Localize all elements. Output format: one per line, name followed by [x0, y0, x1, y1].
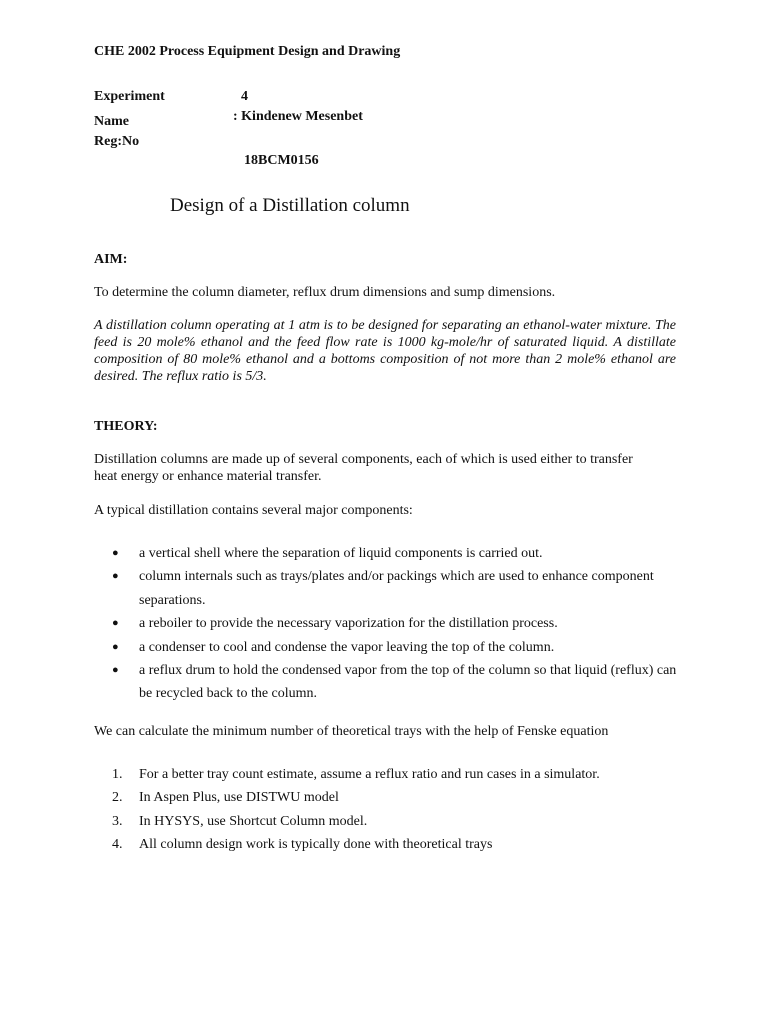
list-item [112, 659, 682, 706]
name-label: Name [94, 114, 129, 129]
list-item-text: In HYSYS, use Shortcut Column model. [139, 813, 368, 829]
list-item-text: For a better tray count estimate, assume a reflux ratio and run cases in a simulator. [139, 767, 600, 782]
list-item-text: a reflux drum to hold the condensed vapor from the top of the column so that liquid (reflux) can be recycled back to the column. [139, 663, 677, 702]
list-number: 2. [112, 790, 123, 806]
list-item [112, 810, 600, 833]
bullet-icon: ● [112, 640, 119, 653]
aim-heading: AIM: [94, 252, 128, 267]
experiment-label: Experiment [94, 89, 165, 104]
list-item-text: a reboiler to provide the necessary vaporization for the distillation process. [139, 616, 558, 632]
theory-paragraph: Distillation columns are made up of several components, each of which is used either to transfer heat energy or enhance material transfer. [94, 452, 633, 484]
regno-label: Reg:No [94, 134, 140, 149]
list-item [112, 542, 682, 565]
list-item [112, 786, 600, 809]
fenske-text: We can calculate the minimum number of theoretical trays with the help of Fenske equation [94, 724, 609, 739]
bullet-icon: ● [112, 617, 119, 630]
bullet-icon: ● [112, 570, 119, 583]
list-item-text: a condenser to cool and condense the vapor leaving the top of the column. [139, 639, 555, 655]
list-item [112, 636, 682, 659]
list-item [112, 612, 682, 635]
bullet-icon: ● [112, 664, 119, 677]
problem-statement: A distillation column operating at 1 atm is to be designed for separating an ethanol-water mixture. The feed is 20 mole% ethanol and the feed flow rate is 1000 kg-mole/hr of saturated liquid. A distillate composition of 80 mole% ethanol and a bottoms composition of not more than 2 mole% ethanol are desired. The reflux ratio is 5/3. [94, 318, 676, 384]
document-title: Design of a Distillation column [170, 195, 410, 216]
list-item [112, 565, 682, 612]
list-number: 1. [112, 767, 123, 782]
list-number: 3. [112, 813, 123, 829]
components-intro: A typical distillation contains several major components: [94, 503, 413, 518]
list-number: 4. [112, 836, 123, 852]
list-item [112, 763, 600, 786]
bullet-icon: ● [112, 547, 119, 559]
components-list [112, 542, 682, 706]
list-item-text: a vertical shell where the separation of liquid components is carried out. [139, 546, 543, 561]
list-item [112, 833, 600, 856]
list-item-text: column internals such as trays/plates and/or packings which are used to enhance component separations. [139, 569, 654, 608]
course-title: CHE 2002 Process Equipment Design and Drawing [94, 44, 401, 59]
aim-text: To determine the column diameter, reflux drum dimensions and sump dimensions. [94, 285, 556, 300]
list-item-text: In Aspen Plus, use DISTWU model [139, 790, 339, 806]
regno-value: 18BCM0156 [244, 153, 319, 168]
student-name: : Kindenew Mesenbet [233, 109, 363, 124]
theory-heading: THEORY: [94, 419, 158, 434]
list-item-text: All column design work is typically done with theoretical trays [139, 836, 493, 852]
experiment-number: 4 [241, 89, 248, 104]
steps-list [112, 763, 600, 856]
